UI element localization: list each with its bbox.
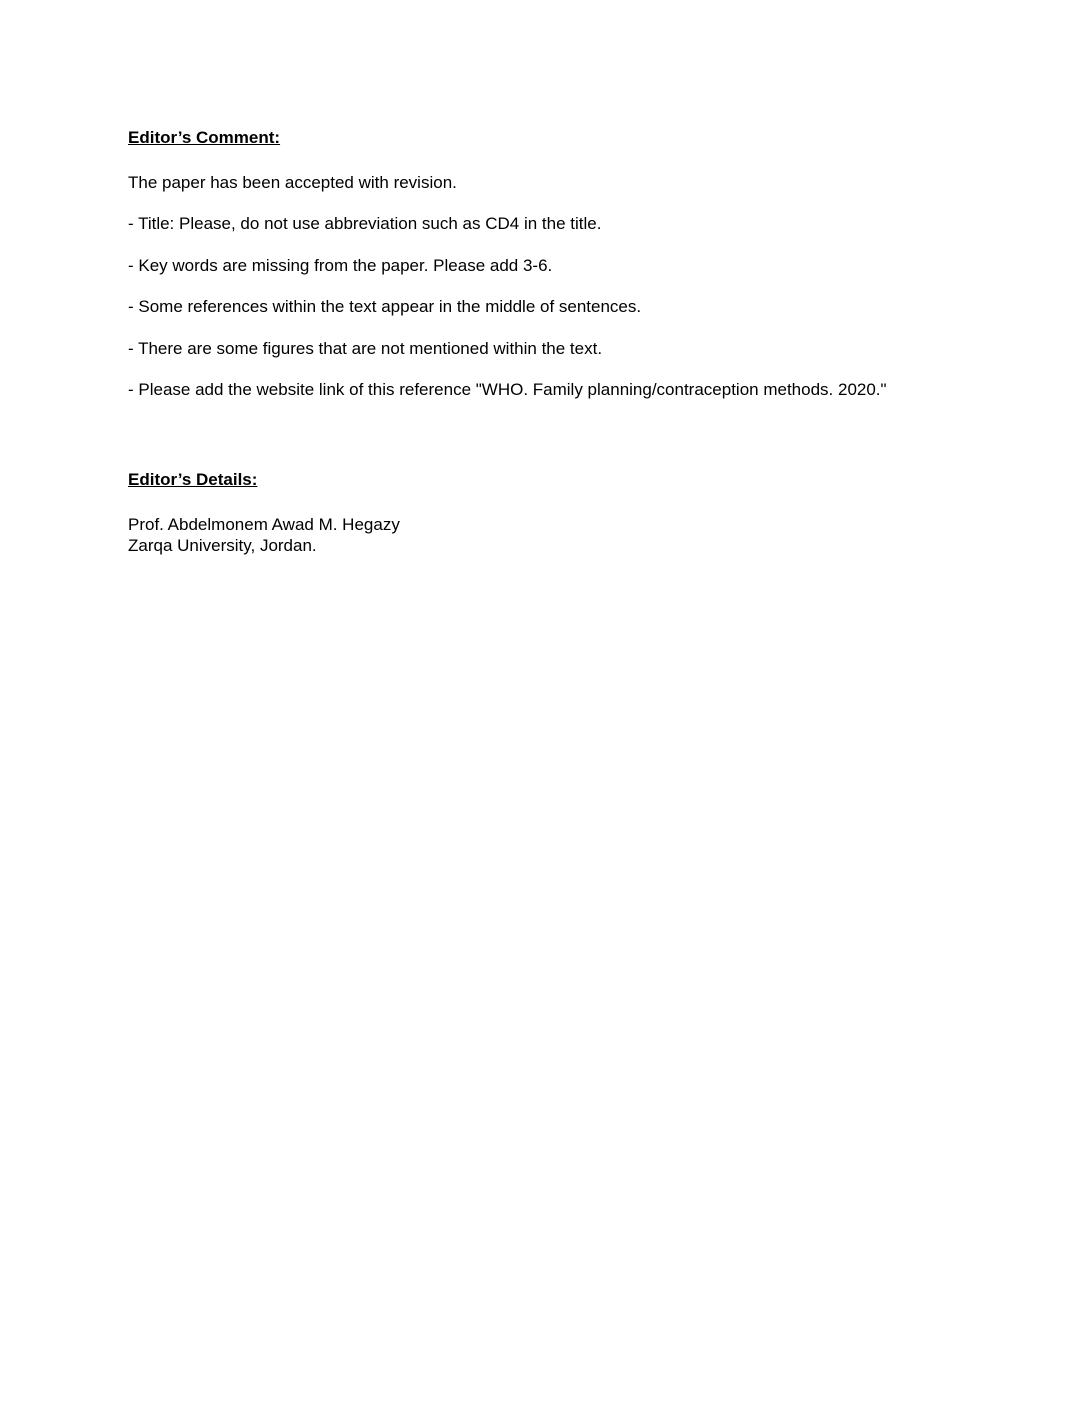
comment-point: - Please add the website link of this reference "WHO. Family planning/contraception methods. 2020." [128,380,887,399]
editor-affiliation: Zarqa University, Jordan. [128,536,317,555]
comment-point: - Title: Please, do not use abbreviation such as CD4 in the title. [128,214,602,233]
comment-intro: The paper has been accepted with revision. [128,173,457,192]
comment-point: - There are some figures that are not mentioned within the text. [128,339,603,358]
editor-details-heading: Editor’s Details: [128,470,258,489]
comment-point: - Some references within the text appear in the middle of sentences. [128,297,642,316]
comment-point: - Key words are missing from the paper. Please add 3-6. [128,256,553,275]
editor-comment-heading: Editor’s Comment: [128,128,281,147]
editor-name: Prof. Abdelmonem Awad M. Hegazy [128,515,400,534]
